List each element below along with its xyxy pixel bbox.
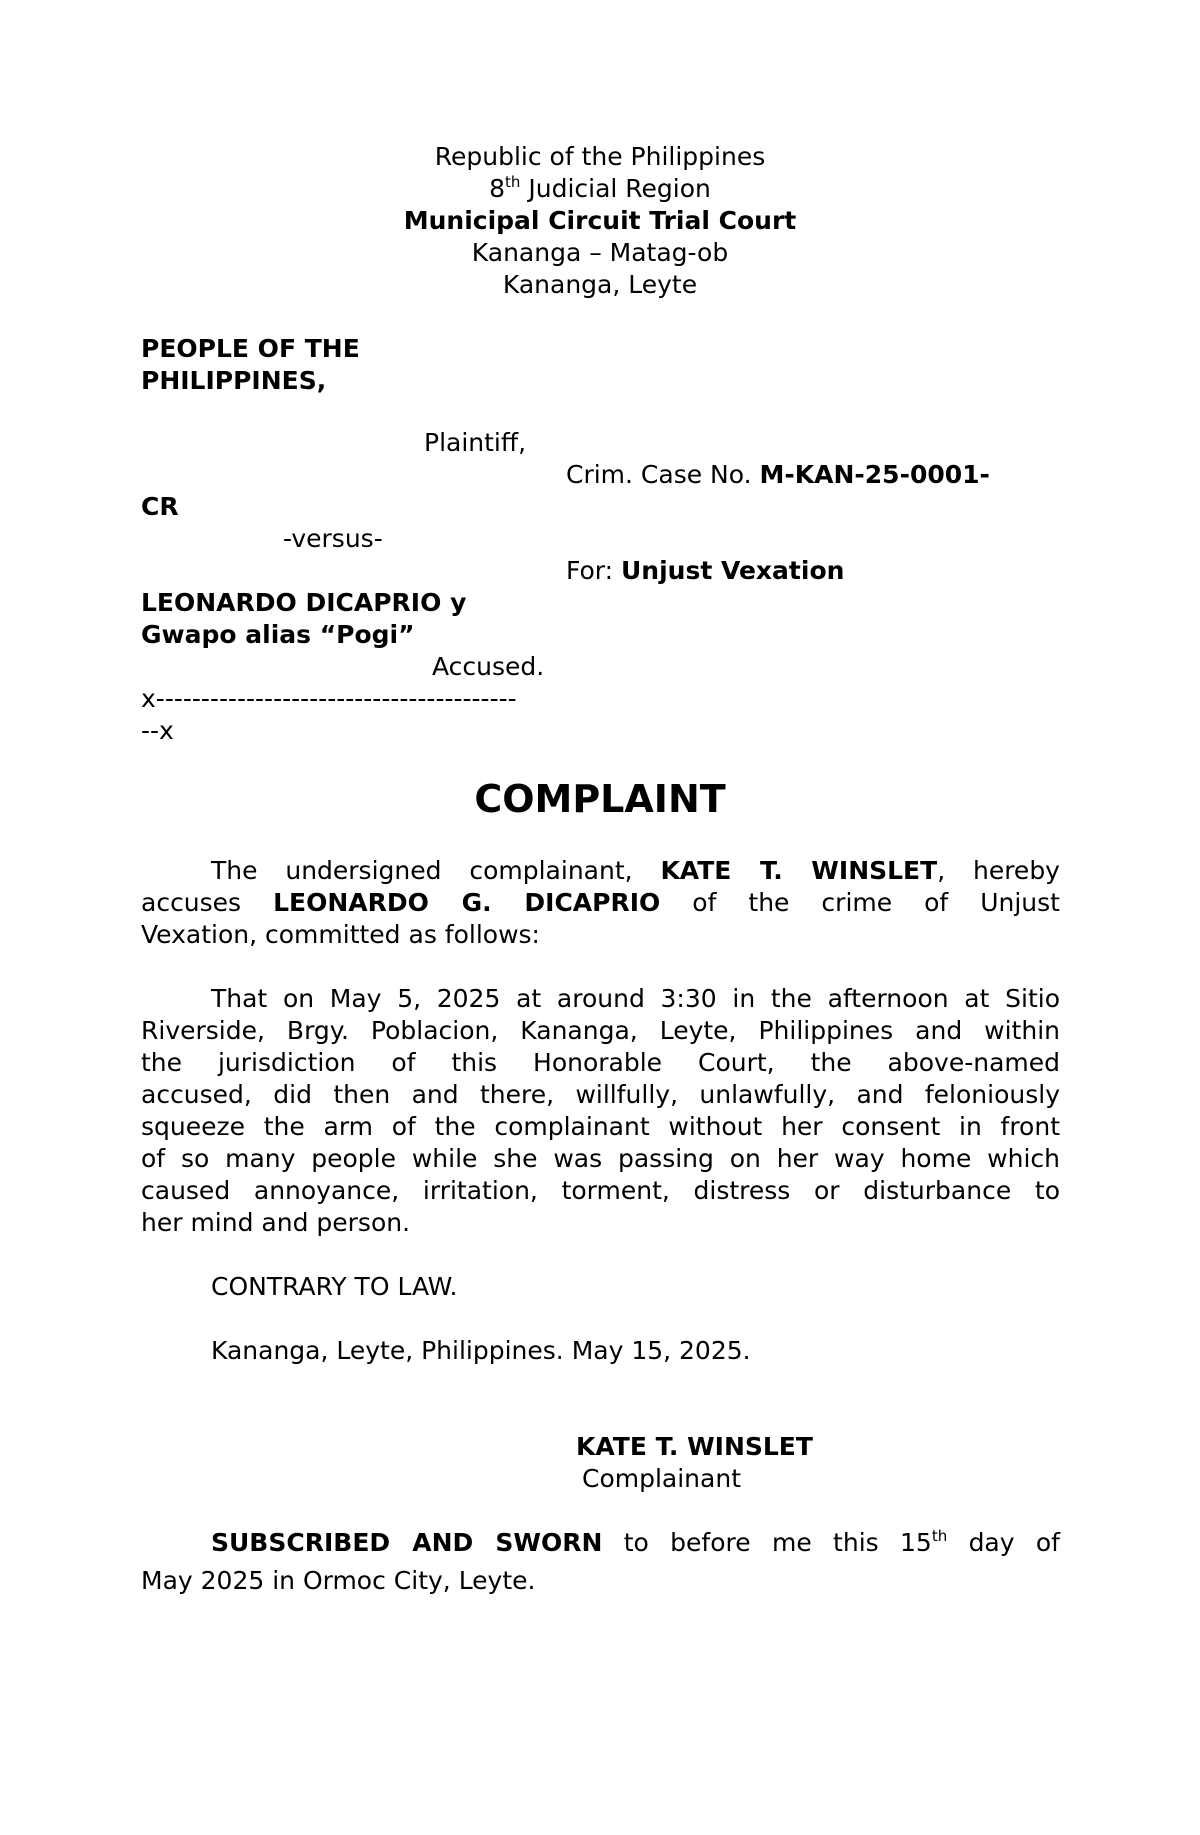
offense-value: Unjust Vexation	[621, 556, 845, 585]
jurat-date: to before me this 15	[623, 1528, 932, 1557]
body-line-7: caused annoyance, irritation, torment, distress or disturbance to	[141, 1176, 1060, 1205]
date-line: Kananga, Leyte, Philippines. May 15, 2025.	[211, 1336, 751, 1365]
body-line-4: accused, did then and there, willfully, unlawfully, and feloniously	[141, 1080, 1060, 1109]
jurat-paragraph	[141, 1527, 1060, 1597]
jurat-subscribed: SUBSCRIBED AND SWORN	[211, 1528, 603, 1557]
region-number: 8	[489, 174, 506, 203]
intro-crime: of the crime of Unjust	[692, 888, 1060, 917]
jurat-text	[624, 1528, 947, 1557]
caption-divider-end: --x	[141, 716, 174, 745]
document-title: COMPLAINT	[474, 777, 726, 821]
body-line-5: squeeze the arm of the complainant without her consent in front	[141, 1112, 1060, 1141]
versus: -versus-	[283, 524, 383, 553]
plaintiff-name-line-2: PHILIPPINES,	[141, 366, 327, 395]
accused-name: LEONARDO G. DICAPRIO	[273, 888, 661, 917]
jurat-line-1	[211, 1527, 1060, 1559]
accused-name-line-2: Gwapo alias “Pogi”	[141, 620, 415, 649]
signature-role: Complainant	[582, 1464, 741, 1493]
intro-text-end: , hereby	[937, 856, 1060, 885]
header-place: Kananga, Leyte	[502, 270, 698, 299]
intro-accuses: accuses	[141, 888, 242, 917]
header-court: Municipal Circuit Trial Court	[403, 206, 797, 235]
intro-paragraph	[141, 855, 1060, 951]
intro-line-2	[141, 887, 1060, 919]
jurat-day-of: day of	[968, 1528, 1060, 1557]
body-line-3: the jurisdiction of this Honorable Court, the above-named	[141, 1048, 1060, 1077]
body-line-1: That on May 5, 2025 at around 3:30 in the afternoon at Sitio	[211, 984, 1060, 1013]
caption-divider: x----------------------------------------	[141, 684, 517, 713]
jurat-superscript: th	[931, 1527, 948, 1545]
complainant-name: KATE T. WINSLET	[660, 856, 938, 885]
intro-text: The undersigned complainant,	[211, 856, 633, 885]
intro-line-1	[211, 855, 1060, 887]
jurat-line-2: May 2025 in Ormoc City, Leyte.	[141, 1566, 536, 1595]
case-number-value: M-KAN-25-0001-	[759, 460, 990, 489]
header-circuit: Kananga – Matag-ob	[471, 238, 729, 267]
body-paragraph	[141, 983, 1060, 1239]
body-line-6: of so many people while she was passing on her way home which	[141, 1144, 1060, 1173]
offense-label: For:	[566, 556, 614, 585]
region-text: Judicial Region	[528, 174, 711, 203]
accused-role: Accused.	[432, 652, 545, 681]
plaintiff-name-line-1: PEOPLE OF THE	[141, 334, 360, 363]
case-number-suffix: CR	[141, 492, 179, 521]
contrary-to-law: CONTRARY TO LAW.	[211, 1272, 458, 1301]
body-line-2: Riverside, Brgy. Poblacion, Kananga, Leyte, Philippines and within	[141, 1016, 1060, 1045]
offense	[566, 555, 844, 587]
signature-name: KATE T. WINSLET	[576, 1432, 813, 1461]
intro-line-3: Vexation, committed as follows:	[141, 920, 540, 949]
case-number-label: Crim. Case No.	[566, 460, 752, 489]
plaintiff-role: Plaintiff,	[424, 428, 527, 457]
accused-name-line-1: LEONARDO DICAPRIO y	[141, 588, 467, 617]
header-region	[0, 173, 1200, 205]
header-republic: Republic of the Philippines	[434, 142, 766, 171]
case-number	[566, 459, 990, 491]
body-line-8: her mind and person.	[141, 1208, 411, 1237]
region-superscript: th	[505, 173, 521, 191]
